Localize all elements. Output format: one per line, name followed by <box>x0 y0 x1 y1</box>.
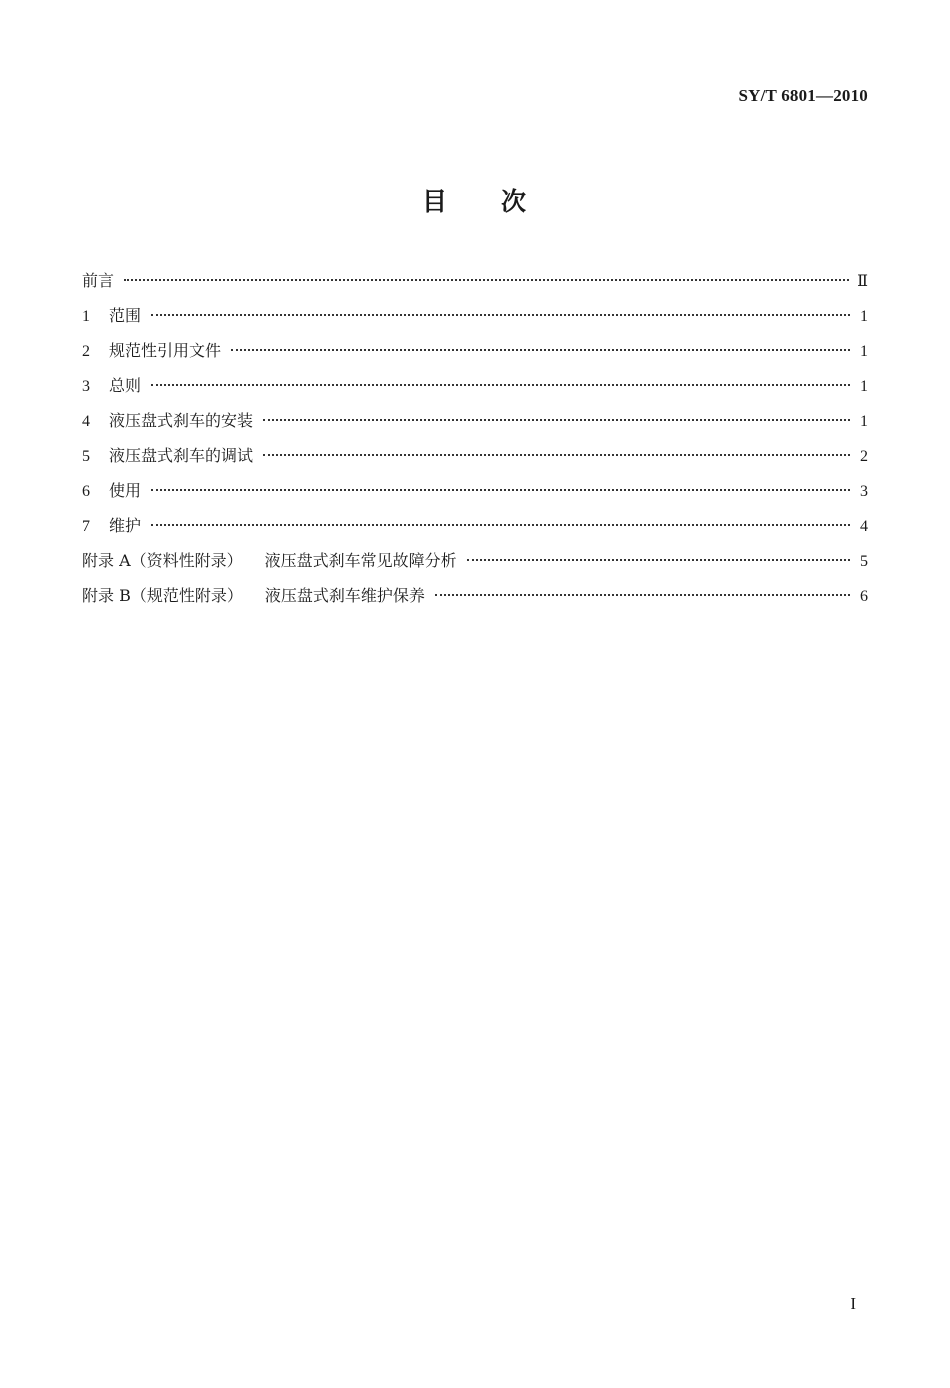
toc-entry-appendix-a[interactable] <box>82 543 868 578</box>
toc-leader-dots <box>231 349 850 351</box>
toc-entry-page: 3 <box>860 483 868 500</box>
toc-entry-page: 4 <box>860 518 868 535</box>
toc-leader-dots <box>151 314 850 316</box>
toc-entry-commissioning[interactable] <box>82 438 868 473</box>
toc-entry-label: 液压盘式刹车的调试 <box>109 446 254 465</box>
toc-entry-page: 1 <box>860 413 868 430</box>
toc-entry-label: 前言 <box>82 271 115 290</box>
toc-entry-label: 总则 <box>109 376 142 395</box>
toc-entry-foreword[interactable] <box>82 263 868 298</box>
toc-list <box>82 263 868 613</box>
toc-entry-number: 4 <box>82 413 90 430</box>
toc-entry-appendix-title: 液压盘式刹车常见故障分析 <box>264 551 457 570</box>
toc-entry-normative-references[interactable] <box>82 333 868 368</box>
toc-entry-installation[interactable] <box>82 403 868 438</box>
toc-entry-label: 维护 <box>109 516 142 535</box>
toc-entry-maintenance[interactable] <box>82 508 868 543</box>
toc-entry-number: 2 <box>82 343 90 360</box>
toc-title-part2: 次 <box>501 187 529 216</box>
toc-title-part1: 目 <box>421 187 449 216</box>
toc-entry-general[interactable] <box>82 368 868 403</box>
toc-leader-dots <box>467 559 850 561</box>
toc-leader-dots <box>435 594 850 596</box>
toc-entry-page: Ⅱ <box>857 273 868 290</box>
toc-leader-dots <box>151 524 850 526</box>
toc-entry-number: 5 <box>82 448 90 465</box>
toc-entry-appendix-b[interactable] <box>82 578 868 613</box>
toc-title <box>0 182 950 218</box>
toc-entry-number: 1 <box>82 308 90 325</box>
toc-entry-page: 5 <box>860 553 868 570</box>
toc-leader-dots <box>263 419 850 421</box>
toc-entry-page: 1 <box>860 308 868 325</box>
toc-entry-usage[interactable] <box>82 473 868 508</box>
toc-leader-dots <box>151 384 850 386</box>
toc-entry-page: 1 <box>860 343 868 360</box>
page-number: I <box>850 1294 856 1313</box>
toc-entry-number: 7 <box>82 518 90 535</box>
standard-code: SY/T 6801—2010 <box>738 86 868 105</box>
toc-entry-page: 1 <box>860 378 868 395</box>
toc-entry-scope[interactable] <box>82 298 868 333</box>
toc-entry-page: 2 <box>860 448 868 465</box>
toc-entry-number: 3 <box>82 378 90 395</box>
toc-leader-dots <box>124 279 849 281</box>
toc-entry-number: 6 <box>82 483 90 500</box>
toc-entry-page: 6 <box>860 588 868 605</box>
toc-entry-label: 规范性引用文件 <box>109 341 222 360</box>
toc-entry-appendix-label: 附录 B（规范性附录） <box>82 586 243 605</box>
toc-entry-appendix-title: 液压盘式刹车维护保养 <box>264 586 425 605</box>
toc-entry-label: 液压盘式刹车的安装 <box>109 411 254 430</box>
toc-entry-label: 使用 <box>109 481 142 500</box>
toc-leader-dots <box>263 454 850 456</box>
toc-entry-appendix-label: 附录 A（资料性附录） <box>82 551 243 570</box>
toc-leader-dots <box>151 489 850 491</box>
toc-entry-label: 范围 <box>109 306 142 325</box>
